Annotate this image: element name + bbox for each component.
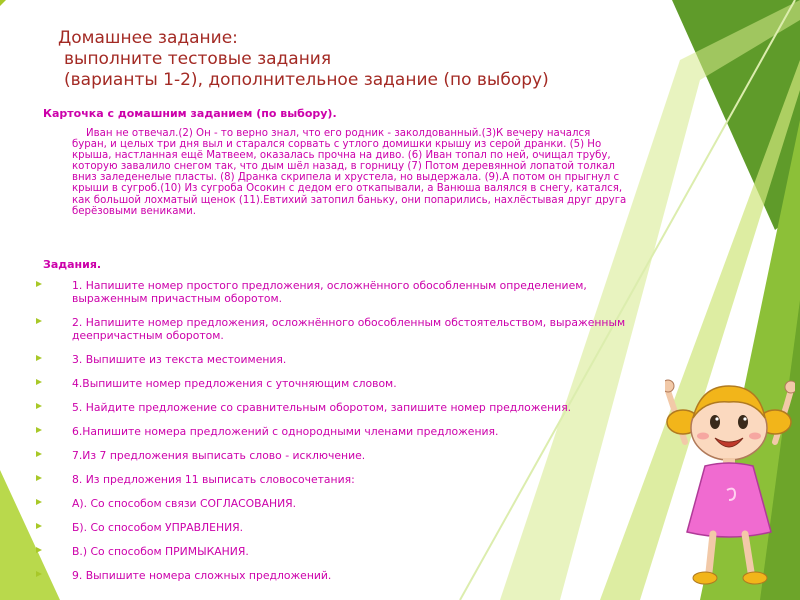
cartoon-girl-illustration	[665, 370, 795, 595]
arrow-bullet-icon	[36, 379, 42, 385]
arrow-bullet-icon	[36, 499, 42, 505]
title-line-1: Домашнее задание:	[58, 28, 238, 48]
list-item: 8. Из предложения 11 выписать словосочетания:	[36, 474, 636, 487]
arrow-bullet-icon	[36, 571, 42, 577]
list-item: 3. Выпишите из текста местоимения.	[36, 354, 636, 367]
list-item: 1. Напишите номер простого предложения, осложнённого обособленным определением, выраженным причастным оборотом.	[36, 280, 636, 305]
title-line-2: выполните тестовые задания	[64, 49, 332, 69]
arrow-bullet-icon	[36, 451, 42, 457]
arrow-bullet-icon	[36, 355, 42, 361]
list-item: Б). Со способом УПРАВЛЕНИЯ.	[36, 522, 636, 535]
arrow-bullet-icon	[36, 427, 42, 433]
arrow-bullet-icon	[36, 281, 42, 287]
arrow-bullet-icon	[36, 318, 42, 324]
arrow-bullet-icon	[36, 403, 42, 409]
card-heading: Карточка с домашним заданием (по выбору).	[43, 107, 337, 120]
arrow-bullet-icon	[36, 547, 42, 553]
list-item: В.) Со способом ПРИМЫКАНИЯ.	[36, 546, 636, 559]
arrow-bullet-icon	[36, 475, 42, 481]
list-item: 6.Напишите номера предложений с однородными членами предложения.	[36, 426, 636, 439]
arrow-bullet-icon	[36, 523, 42, 529]
list-item: 7.Из 7 предложения выписать слово - исключение.	[36, 450, 636, 463]
list-item: 5. Найдите предложение со сравнительным оборотом, запишите номер предложения.	[36, 402, 636, 415]
list-item: А). Со способом связи СОГЛАСОВАНИЯ.	[36, 498, 636, 511]
title-line-3: (варианты 1-2), дополнительное задание (по выбору)	[64, 70, 549, 90]
list-item: 4.Выпишите номер предложения с уточняющим словом.	[36, 378, 636, 391]
story-text: Иван не отвечал.(2) Он - то верно знал, что его родник - заколдованный.(3)К вечеру начался буран, и целых три дня выл и старался сорвать с утлого домишки крышу из серой дранки. (5) Но крыша, настланная ещё Матвеем, оказалась прочна на диво. (6) Иван топал по ней, очищал трубу, которую завалило снегом так, что дым шёл назад, в горницу (7) Потом деревянной лопатой толкал вниз заледенелые пласты. (8) Дранка скрипела и хрустела, но выдержала. (9).А потом он прыгнул с крыши в сугроб.(10) Из сугроба Осокин с дедом его откапывали, а Ванюша валялся в снегу, катался, как большой лохматый щенок (11).Евтихий затопил баньку, они попарились, нахлёстывая друг друга берёзовыми вениками.	[72, 128, 627, 217]
tasks-heading: Задания.	[43, 258, 102, 271]
list-item: 9. Выпишите номера сложных предложений.	[36, 570, 636, 583]
list-item: 2. Напишите номер предложения, осложнённого обособленным обстоятельством, выраженным деепричастным оборотом.	[36, 317, 636, 342]
page-title	[58, 28, 618, 91]
